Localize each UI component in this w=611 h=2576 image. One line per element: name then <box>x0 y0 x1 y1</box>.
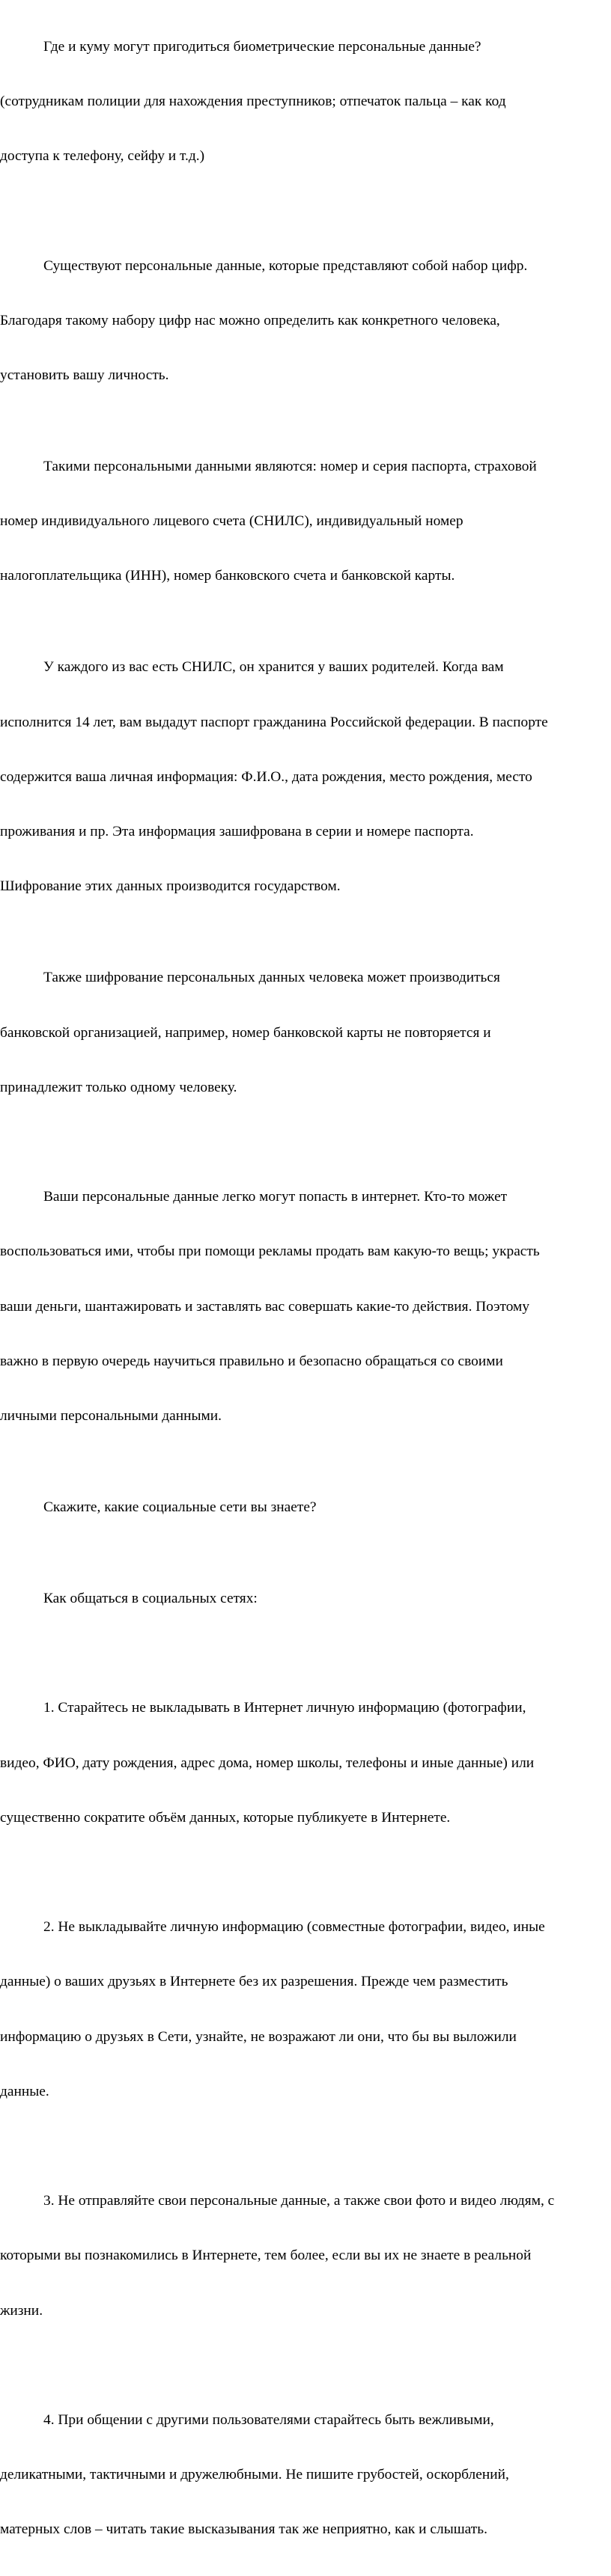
text-line: существенно сократите объём данных, которые публикуете в Интернете. <box>0 1809 451 1826</box>
text-line: Как общаться в социальных сетях: <box>43 1590 258 1606</box>
text-line: У каждого из вас есть СНИЛС, он хранится у ваших родителей. Когда вам <box>43 659 504 676</box>
spacer <box>0 2357 611 2375</box>
paragraph-how-to-communicate <box>0 1553 611 1645</box>
paragraph-snils-passport <box>0 622 611 933</box>
text-line: важно в первую очередь научиться правильно и безопасно обращаться со своими <box>0 1353 503 1369</box>
text-line: которыми вы познакомились в Интернете, тем более, если вы их не знаете в реальной <box>0 2248 532 2264</box>
text-line: принадлежит только одному человеку. <box>0 1079 237 1095</box>
text-line: данные) о ваших друзьях в Интернете без их разрешения. Прежде чем разместить <box>0 1974 508 1990</box>
text-line: Также шифрование персональных данных человека может производиться <box>43 970 500 986</box>
text-line: установить вашу личность. <box>0 367 169 384</box>
text-line: личными персональными данными. <box>0 1407 222 1424</box>
paragraph-bank-encryption <box>0 932 611 1133</box>
rule-item-2 <box>0 1882 611 2138</box>
text-line: 1. Старайтесь не выкладывать в Интернет личную информацию (фотографии, <box>43 1700 526 1716</box>
text-line: банковской организацией, например, номер банковской карты не повторяется и <box>0 1024 491 1041</box>
text-line: исполнится 14 лет, вам выдадут паспорт гражданина Российской федерации. В паспорте <box>0 714 548 730</box>
text-line: Такими персональными данными являются: номер и серия паспорта, страховой <box>43 459 537 475</box>
text-line: номер индивидуального лицевого счета (СНИЛС), индивидуальный номер <box>0 513 463 530</box>
text-line: Благодаря такому набору цифр нас можно определить как конкретного человека, <box>0 312 500 328</box>
text-line: Существуют персональные данные, которые представляют собой набор цифр. <box>43 257 528 274</box>
spacer <box>0 1645 611 1662</box>
rule-item-4 <box>0 2375 611 2575</box>
text-line: видео, ФИО, дату рождения, адрес дома, номер школы, телефоны и иные данные) или <box>0 1754 535 1771</box>
paragraph-question-social <box>0 1462 611 1553</box>
paragraph-number-sets <box>0 221 611 421</box>
rule-item-3 <box>0 2156 611 2356</box>
text-line: (сотрудникам полиции для нахождения преступников; отпечаток пальца – как код <box>0 94 506 110</box>
spacer <box>0 1864 611 1882</box>
text-line: данные. <box>0 2083 49 2099</box>
paragraph-biometric-question <box>0 1 611 202</box>
text-line: Шифрование этих данных производится государством. <box>0 878 341 895</box>
text-line: 2. Не выкладывайте личную информацию (совместные фотографии, видео, иные <box>43 1919 545 1936</box>
text-line: информацию о друзьях в Сети, узнайте, не возражают ли они, что бы вы выложили <box>0 2028 517 2045</box>
text-line: деликатными, тактичными и дружелюбными. Не пишите грубостей, оскорблений, <box>0 2467 509 2483</box>
spacer <box>0 2138 611 2156</box>
text-line: 3. Не отправляйте свои персональные данные, а также свои фото и видео людям, с <box>43 2193 555 2209</box>
rule-item-1 <box>0 1663 611 1864</box>
text-line: содержится ваша личная информация: Ф.И.О., дата рождения, место рождения, место <box>0 768 532 785</box>
text-line: 4. При общении с другими пользователями старайтесь быть вежливыми, <box>43 2412 494 2428</box>
text-line: жизни. <box>0 2302 43 2319</box>
text-line: проживания и пр. Эта информация зашифрована в серии и номере паспорта. <box>0 824 474 840</box>
text-line: Ваши персональные данные легко могут попасть в интернет. Кто-то может <box>43 1189 508 1205</box>
paragraph-internet-risks <box>0 1151 611 1462</box>
spacer <box>0 202 611 220</box>
text-line: Скажите, какие социальные сети вы знаете? <box>43 1499 317 1515</box>
text-line: доступа к телефону, сейфу и т.д.) <box>0 148 205 165</box>
text-line: Где и куму могут пригодиться биометрические персональные данные? <box>43 38 481 55</box>
paragraph-examples <box>0 421 611 622</box>
text-line: воспользоваться ими, чтобы при помощи рекламы продать вам какую-то вещь; украсть <box>0 1243 540 1260</box>
text-line: налогоплательщика (ИНН), номер банковского счета и банковской карты. <box>0 568 455 584</box>
spacer <box>0 1133 611 1151</box>
text-line: ваши деньги, шантажировать и заставлять вас совершать какие-то действия. Поэтому <box>0 1298 530 1315</box>
text-line: матерных слов – читать такие высказывания так же неприятно, как и слышать. <box>0 2521 487 2538</box>
